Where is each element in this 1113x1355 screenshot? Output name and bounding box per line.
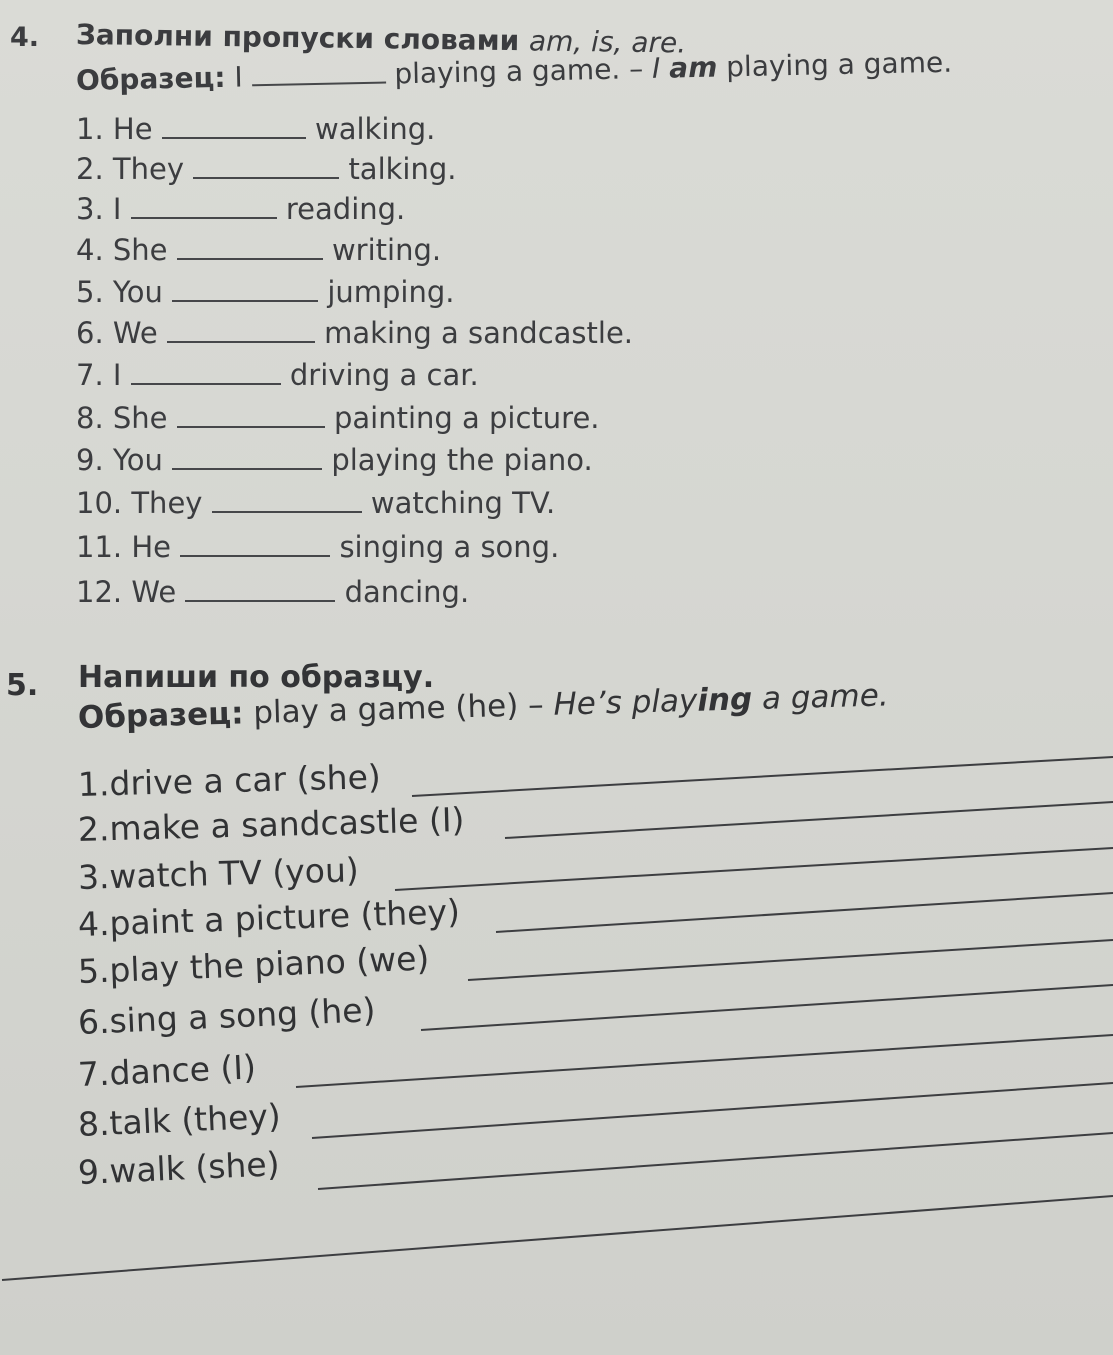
sample-label: Образец:	[77, 695, 244, 736]
item-number: 4.	[76, 233, 104, 267]
item-number: 10.	[76, 486, 123, 520]
sample-label: Образец:	[75, 60, 226, 97]
sample-answer-start: He’s play	[552, 682, 698, 723]
item-subject: They	[112, 152, 184, 186]
sample-prompt: play a game (he) –	[252, 687, 545, 732]
exercise-5-item: 5.play the piano (we)	[77, 938, 430, 991]
exercise-4-title-words: am, is, are.	[528, 24, 687, 60]
sample-rest: playing a game. –	[394, 52, 644, 91]
item-subject: She	[112, 401, 168, 435]
item-subject: He	[112, 112, 153, 146]
item-rest: talking.	[348, 152, 457, 186]
item-rest: watching TV.	[370, 486, 556, 520]
item-subject: They	[131, 486, 203, 520]
item-number: 11.	[76, 530, 123, 564]
answer-line[interactable]	[2, 1196, 1113, 1280]
exercise-5-item: 6.sing a song (he)	[77, 990, 377, 1042]
item-subject: He	[131, 530, 171, 564]
item-subject: You	[112, 275, 163, 309]
item-number: 1.	[76, 112, 104, 146]
answer-line[interactable]	[421, 985, 1113, 1030]
exercise-5-item: 7.dance (I)	[77, 1047, 257, 1094]
answer-line[interactable]	[318, 1133, 1113, 1189]
item-subject: She	[112, 233, 168, 267]
item-subject: We	[131, 575, 177, 609]
sample-answer-bold: ing	[696, 681, 753, 719]
item-rest: playing the piano.	[331, 443, 593, 477]
item-rest: making a sandcastle.	[324, 316, 634, 350]
exercise-5-title: Напиши по образцу.	[78, 660, 435, 695]
item-number: 2.	[76, 152, 104, 186]
item-rest: jumping.	[327, 275, 455, 309]
item-subject: I	[112, 192, 122, 226]
exercise-5-number: 5.	[6, 668, 39, 703]
sample-subject: I	[234, 60, 243, 94]
item-number: 5.	[76, 275, 104, 309]
answer-line[interactable]	[468, 940, 1113, 980]
exercise-5-item: 3.watch TV (you)	[77, 850, 360, 897]
item-number: 8.	[76, 401, 104, 435]
answer-line[interactable]	[412, 757, 1113, 796]
answer-line[interactable]	[496, 893, 1113, 932]
item-rest: singing a song.	[339, 530, 560, 564]
item-rest: painting a picture.	[333, 401, 600, 435]
item-number: 6.	[76, 316, 104, 350]
answer-line[interactable]	[296, 1035, 1113, 1087]
exercise-5-item: 1.drive a car (she)	[77, 757, 382, 804]
item-number: 9.	[76, 443, 104, 477]
answer-line[interactable]	[312, 1083, 1113, 1138]
exercise-5-item: 4.paint a picture (they)	[77, 891, 461, 944]
item-rest: driving a car.	[289, 358, 479, 392]
exercise-5-item: 8.talk (they)	[77, 1096, 282, 1144]
item-rest: dancing.	[344, 575, 470, 609]
answer-line[interactable]	[505, 802, 1113, 838]
item-number: 3.	[76, 192, 104, 226]
item-rest: writing.	[331, 233, 442, 267]
exercise-5-item: 9.walk (she)	[77, 1144, 281, 1192]
exercise-4-title-text: Заполни пропуски словами	[75, 18, 520, 58]
item-number: 7.	[76, 358, 104, 392]
sample-answer-start: I	[651, 51, 661, 85]
exercise-5-item: 2.make a sandcastle (I)	[77, 799, 465, 849]
sample-answer-end: playing a game.	[725, 45, 953, 84]
exercise-4-number: 4.	[10, 22, 40, 53]
item-subject: You	[112, 443, 163, 477]
answer-line[interactable]	[395, 848, 1113, 890]
item-rest: walking.	[314, 112, 436, 146]
item-subject: I	[112, 358, 122, 392]
sample-answer-verb: am	[668, 50, 718, 85]
item-rest: reading.	[285, 192, 406, 226]
item-number: 12.	[76, 575, 123, 609]
item-subject: We	[112, 316, 158, 350]
sample-answer-end: a game.	[761, 677, 890, 717]
